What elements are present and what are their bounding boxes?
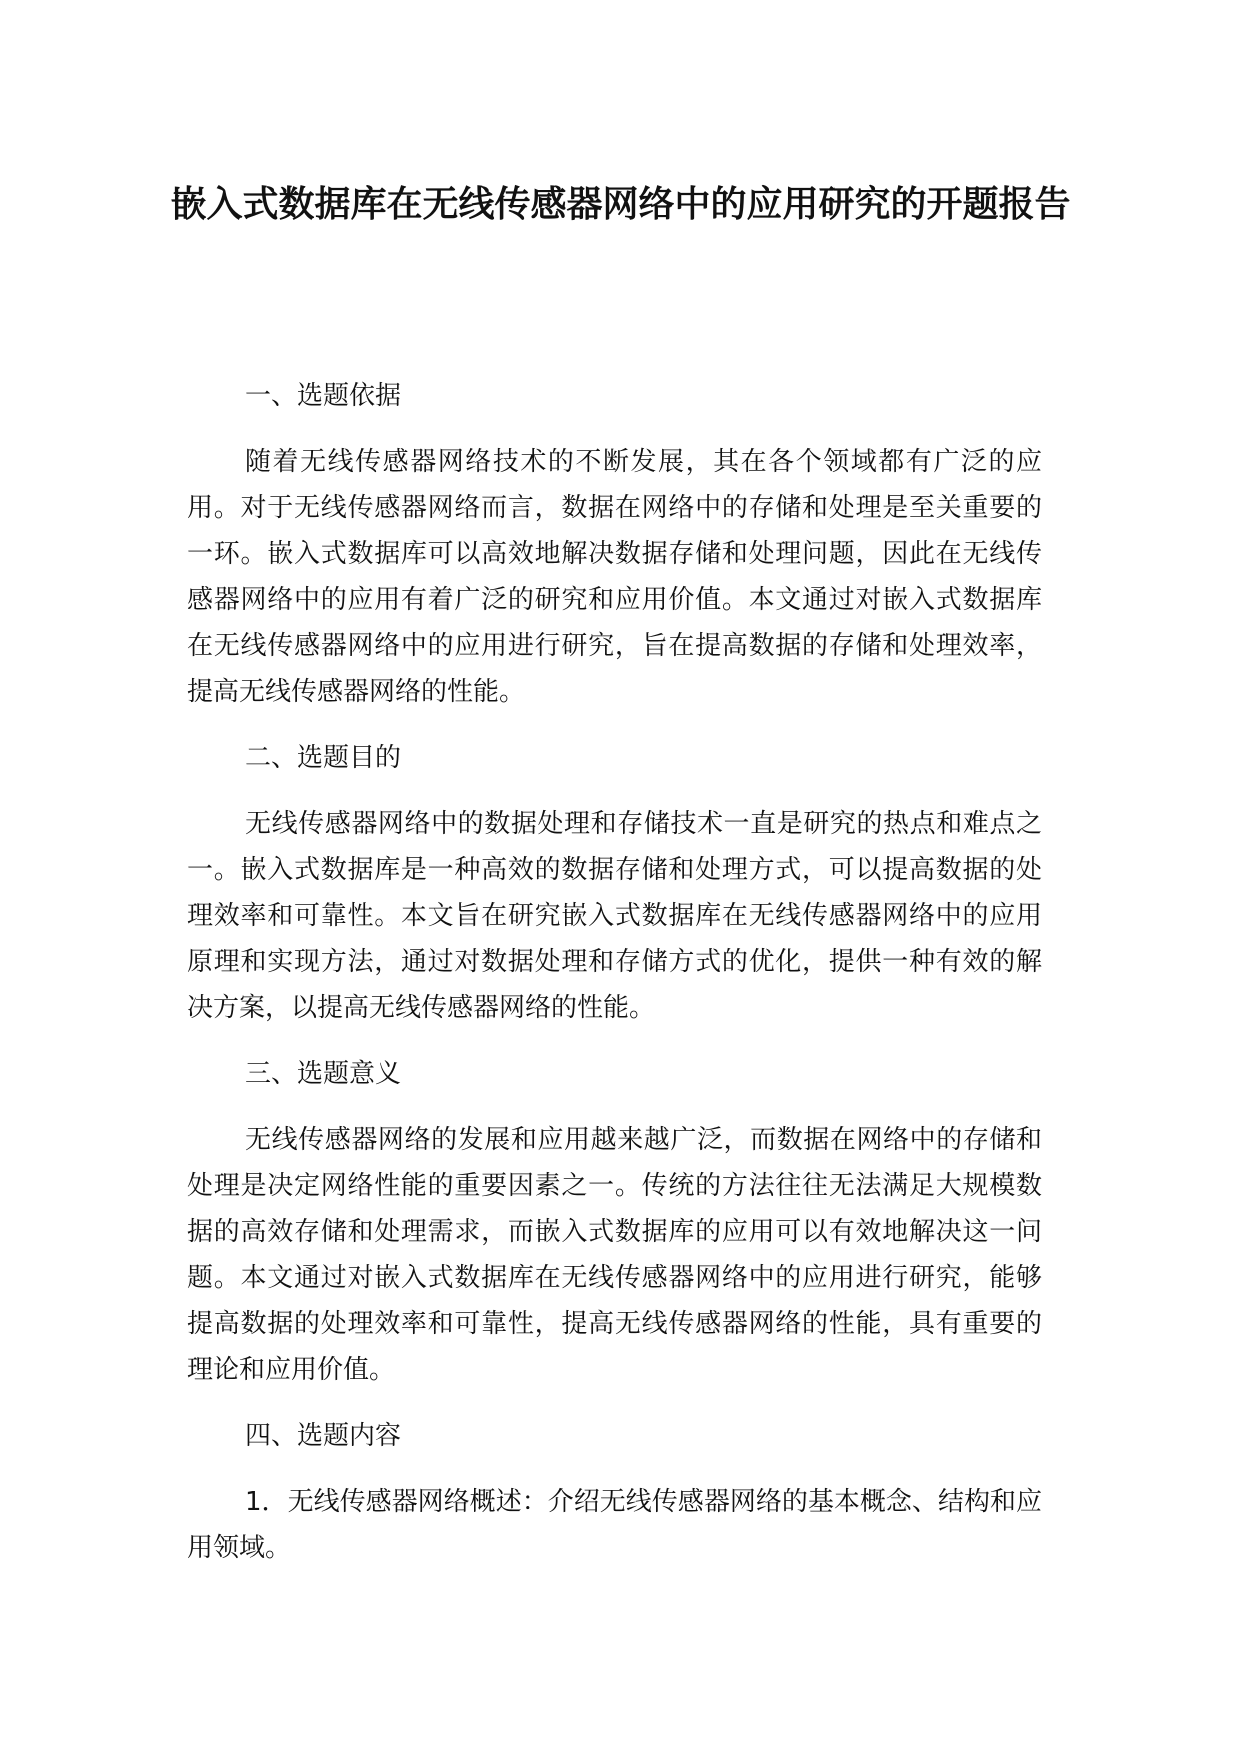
section-heading-content: 四、选题内容 xyxy=(245,1421,402,1451)
section-paragraph-basis: 随着无线传感器网络技术的不断发展，其在各个领域都有广泛的应用。对于无线传感器网络而言，数据在网络中的存储和处理是至关重要的一环。嵌入式数据库可以高效地解决数据存储和处理问题，因此在无线传感器网络中的应用有着广泛的研究和应用价值。本文通过对嵌入式数据库在无线传感器网络中的应用进行研究，旨在提高数据的存储和处理效率，提高无线传感器网络的性能。 xyxy=(187,447,1042,707)
section-heading-purpose: 二、选题目的 xyxy=(245,743,402,773)
section-paragraph-purpose: 无线传感器网络中的数据处理和存储技术一直是研究的热点和难点之一。嵌入式数据库是一种高效的数据存储和处理方式，可以提高数据的处理效率和可靠性。本文旨在研究嵌入式数据库在无线传感器网络中的应用原理和实现方法，通过对数据处理和存储方式的优化，提供一种有效的解决方案，以提高无线传感器网络的性能。 xyxy=(187,809,1042,1023)
section-heading-significance: 三、选题意义 xyxy=(245,1059,402,1089)
section-heading-basis: 一、选题依据 xyxy=(245,381,402,411)
document-title: 嵌入式数据库在无线传感器网络中的应用研究的开题报告 xyxy=(170,184,1071,225)
section-paragraph-significance: 无线传感器网络的发展和应用越来越广泛，而数据在网络中的存储和处理是决定网络性能的重要因素之一。传统的方法往往无法满足大规模数据的高效存储和处理需求，而嵌入式数据库的应用可以有效地解决这一问题。本文通过对嵌入式数据库在无线传感器网络中的应用进行研究，能够提高数据的处理效率和可靠性，提高无线传感器网络的性能，具有重要的理论和应用价值。 xyxy=(187,1125,1042,1385)
section-paragraph-content: 1．无线传感器网络概述：介绍无线传感器网络的基本概念、结构和应用领域。 xyxy=(187,1487,1042,1563)
document-body xyxy=(187,373,1042,1591)
